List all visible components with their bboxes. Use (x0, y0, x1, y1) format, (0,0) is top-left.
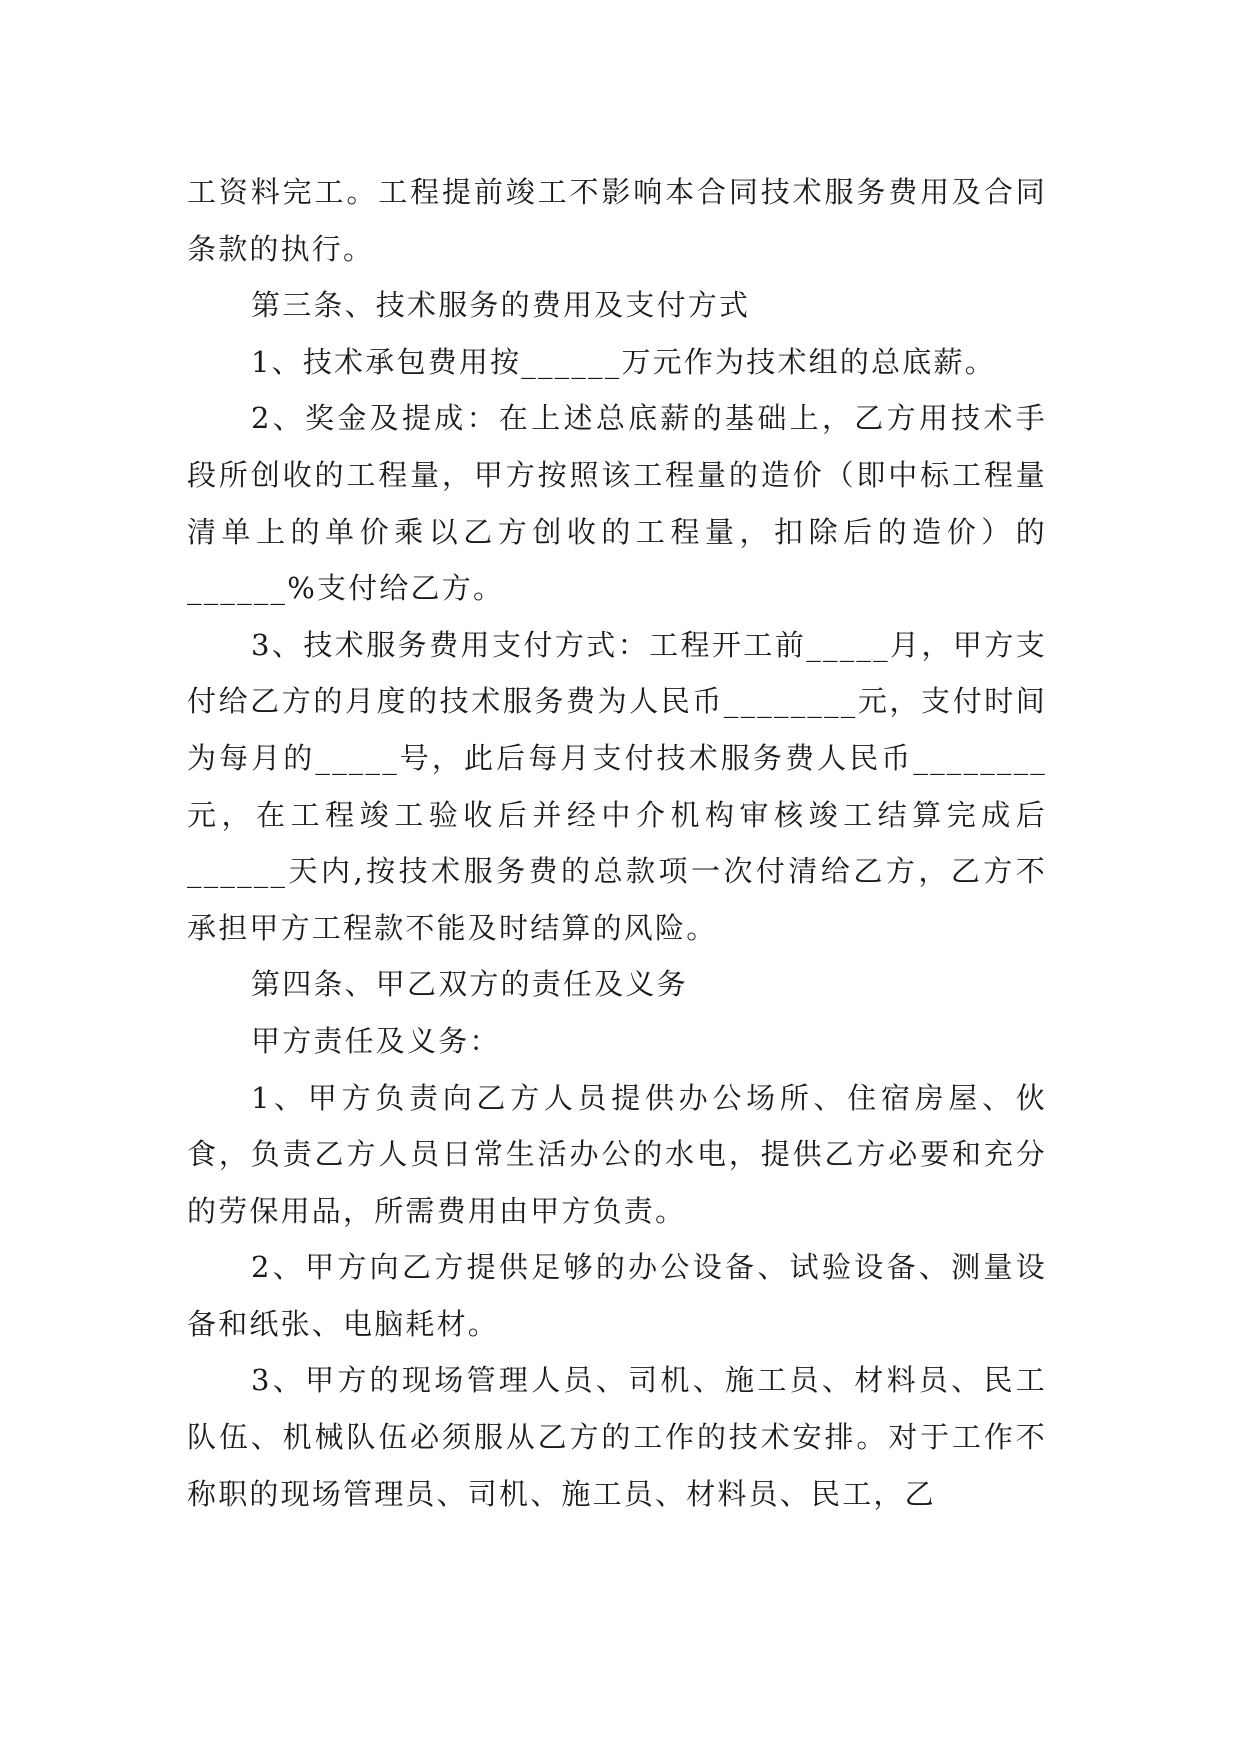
paragraph-bonus-commission: 2、奖金及提成：在上述总底薪的基础上，乙方用技术手段所创收的工程量，甲方按照该工程量的造价（即中标工程量清单上的单价乘以乙方创收的工程量，扣除后的造价）的______%支付给乙方。 (187, 401, 1047, 606)
paragraph-party-a-duty-3: 3、甲方的现场管理人员、司机、施工员、材料员、民工队伍、机械队伍必须服从乙方的工作的技术安排。对于工作不称职的现场管理员、司机、施工员、材料员、民工，乙 (187, 1363, 1047, 1511)
paragraph-party-a-duty-1: 1、甲方负责向乙方人员提供办公场所、住宿房屋、伙食，负责乙方人员日常生活办公的水电，提供乙方必要和充分的劳保用品，所需费用由甲方负责。 (187, 1080, 1047, 1228)
paragraph-party-a-duty-2: 2、甲方向乙方提供足够的办公设备、试验设备、测量设备和纸张、电脑耗材。 (187, 1250, 1047, 1341)
paragraph-completion-clause: 工资料完工。工程提前竣工不影响本合同技术服务费用及合同条款的执行。 (187, 175, 1047, 266)
subheading-party-a-duties: 甲方责任及义务： (251, 1023, 501, 1058)
paragraph-payment-method: 3、技术服务费用支付方式：工程开工前_____月，甲方支付给乙方的月度的技术服务费为人民币________元，支付时间为每月的_____号，此后每月支付技术服务费人民币________元，在工程竣工验收后并经中介机构审核竣工结算完成后______天内,按技术服务费的总款项一次付清给乙方，乙方不承担甲方工程款不能及时结算的风险。 (187, 627, 1047, 945)
heading-article-three: 第三条、技术服务的费用及支付方式 (251, 288, 751, 323)
heading-article-four: 第四条、甲乙双方的责任及义务 (251, 967, 688, 1002)
paragraph-base-salary: 1、技术承包费用按______万元作为技术组的总底薪。 (251, 344, 996, 379)
document-body (187, 164, 1047, 1522)
